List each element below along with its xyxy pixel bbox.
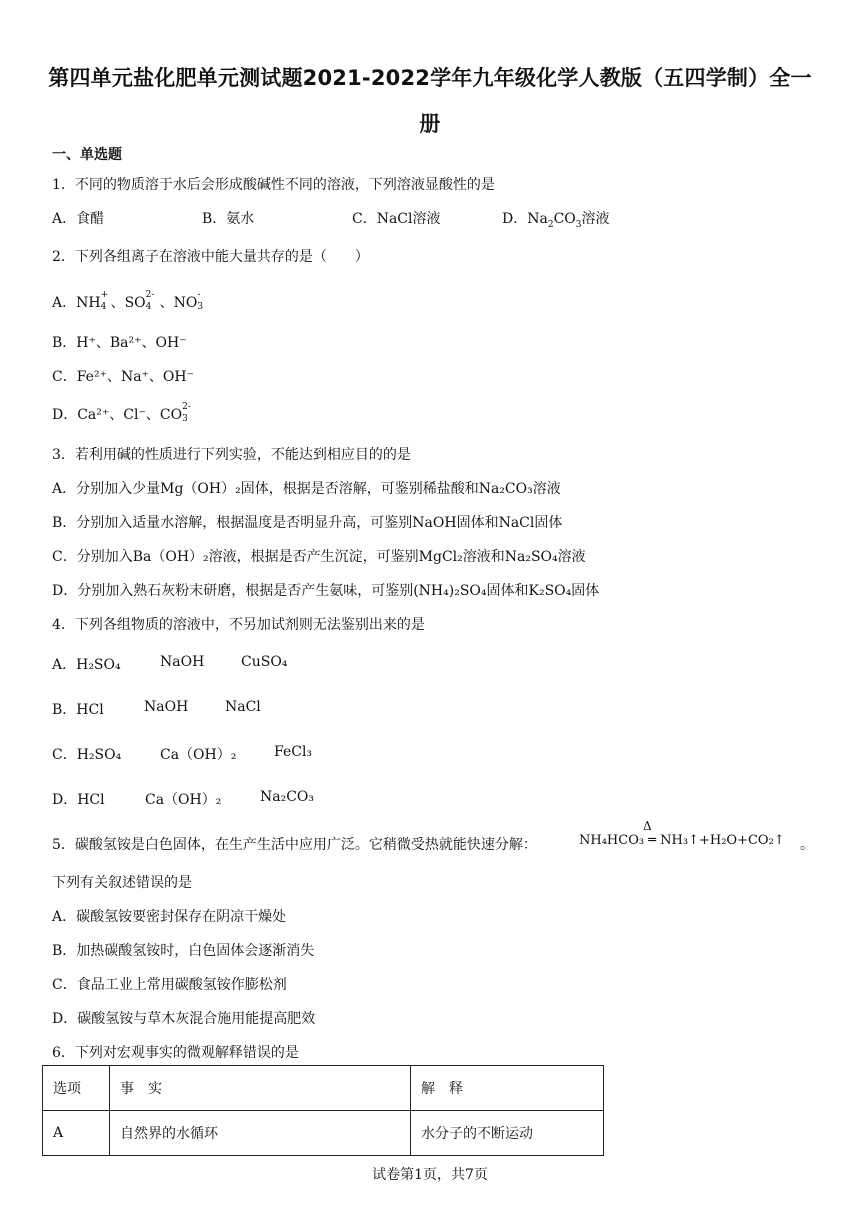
table-cell: 自然界的水循环 bbox=[110, 1111, 411, 1156]
question-4-option-d-2: Ca（OH）₂ bbox=[145, 792, 222, 808]
question-4-option-b-3: NaCl bbox=[225, 699, 261, 715]
page-footer: 试卷第1页，共7页 bbox=[372, 1167, 488, 1183]
question-1-option-a: A．食醋 bbox=[52, 211, 105, 227]
question-2-option-d: D．Ca²⁺、Cl⁻、CO 2- 3 bbox=[52, 402, 191, 424]
question-1-option-b: B．氨水 bbox=[202, 211, 255, 227]
question-4-option-d-1: D．HCl bbox=[52, 792, 105, 808]
question-5-option-c: C．食品工业上常用碳酸氢铵作膨松剂 bbox=[52, 977, 287, 993]
question-3-option-c: C．分别加入Ba（OH）₂溶液，根据是否产生沉淀，可鉴别MgCl₂溶液和Na₂SO₄溶液 bbox=[52, 549, 586, 565]
question-4-option-b-2: NaOH bbox=[144, 699, 189, 715]
question-5-stem-2: 下列有关叙述错误的是 bbox=[52, 875, 192, 891]
question-5-option-a: A．碳酸氢铵要密封保存在阴凉干燥处 bbox=[52, 909, 287, 925]
table-header-row bbox=[43, 1066, 604, 1111]
question-3-stem: 3．若利用碱的性质进行下列实验，不能达到相应目的的是 bbox=[52, 447, 411, 463]
question-3-option-b: B．分别加入适量水溶解，根据温度是否明显升高，可鉴别NaOH固体和NaCl固体 bbox=[52, 515, 563, 531]
question-1-stem: 1．不同的物质溶于水后会形成酸碱性不同的溶液，下列溶液显酸性的是 bbox=[52, 177, 495, 193]
question-2-option-c: C．Fe²⁺、Na⁺、OH⁻ bbox=[52, 369, 195, 385]
table-row bbox=[43, 1111, 604, 1156]
question-4-option-a-3: CuSO₄ bbox=[241, 654, 288, 670]
question-6-table bbox=[42, 1065, 604, 1156]
section-heading: 一、单选题 bbox=[52, 147, 122, 163]
table-cell: A bbox=[43, 1111, 110, 1156]
question-4-option-a-2: NaOH bbox=[160, 654, 205, 670]
question-5-stem: 5．碳酸氢铵是白色固体，在生产生活中应用广泛。它稍微受热就能快速分解： bbox=[52, 837, 537, 853]
question-2-option-b: B．H⁺、Ba²⁺、OH⁻ bbox=[52, 335, 187, 351]
question-4-option-c-3: FeCl₃ bbox=[274, 744, 313, 760]
question-4-option-c-2: Ca（OH）₂ bbox=[160, 747, 237, 763]
question-4-option-b-1: B．HCl bbox=[52, 702, 104, 718]
question-3-option-a: A．分别加入少量Mg（OH）₂固体，根据是否溶解，可鉴别稀盐酸和Na₂CO₃溶液 bbox=[52, 481, 561, 497]
table-header-cell: 事 实 bbox=[110, 1066, 411, 1111]
question-4-option-a-1: A．H₂SO₄ bbox=[52, 657, 121, 673]
question-2-stem: 2．下列各组离子在溶液中能大量共存的是（ ） bbox=[52, 249, 369, 265]
table-header-cell: 解 释 bbox=[411, 1066, 604, 1111]
table-cell: 水分子的不断运动 bbox=[411, 1111, 604, 1156]
question-4-option-c-1: C．H₂SO₄ bbox=[52, 747, 122, 763]
page-title-line2: 册 bbox=[419, 112, 441, 136]
question-2-option-a: A．NH + 4 、SO 2- 4 、NO - 3 bbox=[52, 290, 204, 312]
heat-symbol: Δ bbox=[643, 819, 652, 833]
question-5-option-d: D．碳酸氢铵与草木灰混合施用能提高肥效 bbox=[52, 1011, 316, 1027]
question-5-option-b: B．加热碳酸氢铵时，白色固体会逐渐消失 bbox=[52, 943, 315, 959]
question-4-option-d-3: Na₂CO₃ bbox=[260, 789, 315, 805]
question-6-stem: 6．下列对宏观事实的微观解释错误的是 bbox=[52, 1045, 299, 1061]
table-header-cell: 选项 bbox=[43, 1066, 110, 1111]
page-title-line1: 第四单元盐化肥单元测试题2021-2022学年九年级化学人教版（五四学制）全一 bbox=[48, 66, 812, 90]
question-1-option-d: D．$Na_2CO_3$溶液 bbox=[502, 211, 610, 230]
question-3-option-d: D．分别加入熟石灰粉末研磨，根据是否产生氨味，可鉴别(NH₄)₂SO₄固体和K₂SO₄固体 bbox=[52, 583, 600, 599]
question-5-end-mark: 。 bbox=[800, 837, 814, 853]
question-4-stem: 4．下列各组物质的溶液中，不另加试剂则无法鉴别出来的是 bbox=[52, 617, 425, 633]
decomposition-equation: NH₄HCO₃ ═ NH₃↑+H₂O+CO₂↑ bbox=[579, 833, 785, 848]
question-1-option-c: C．NaCl溶液 bbox=[352, 211, 441, 227]
